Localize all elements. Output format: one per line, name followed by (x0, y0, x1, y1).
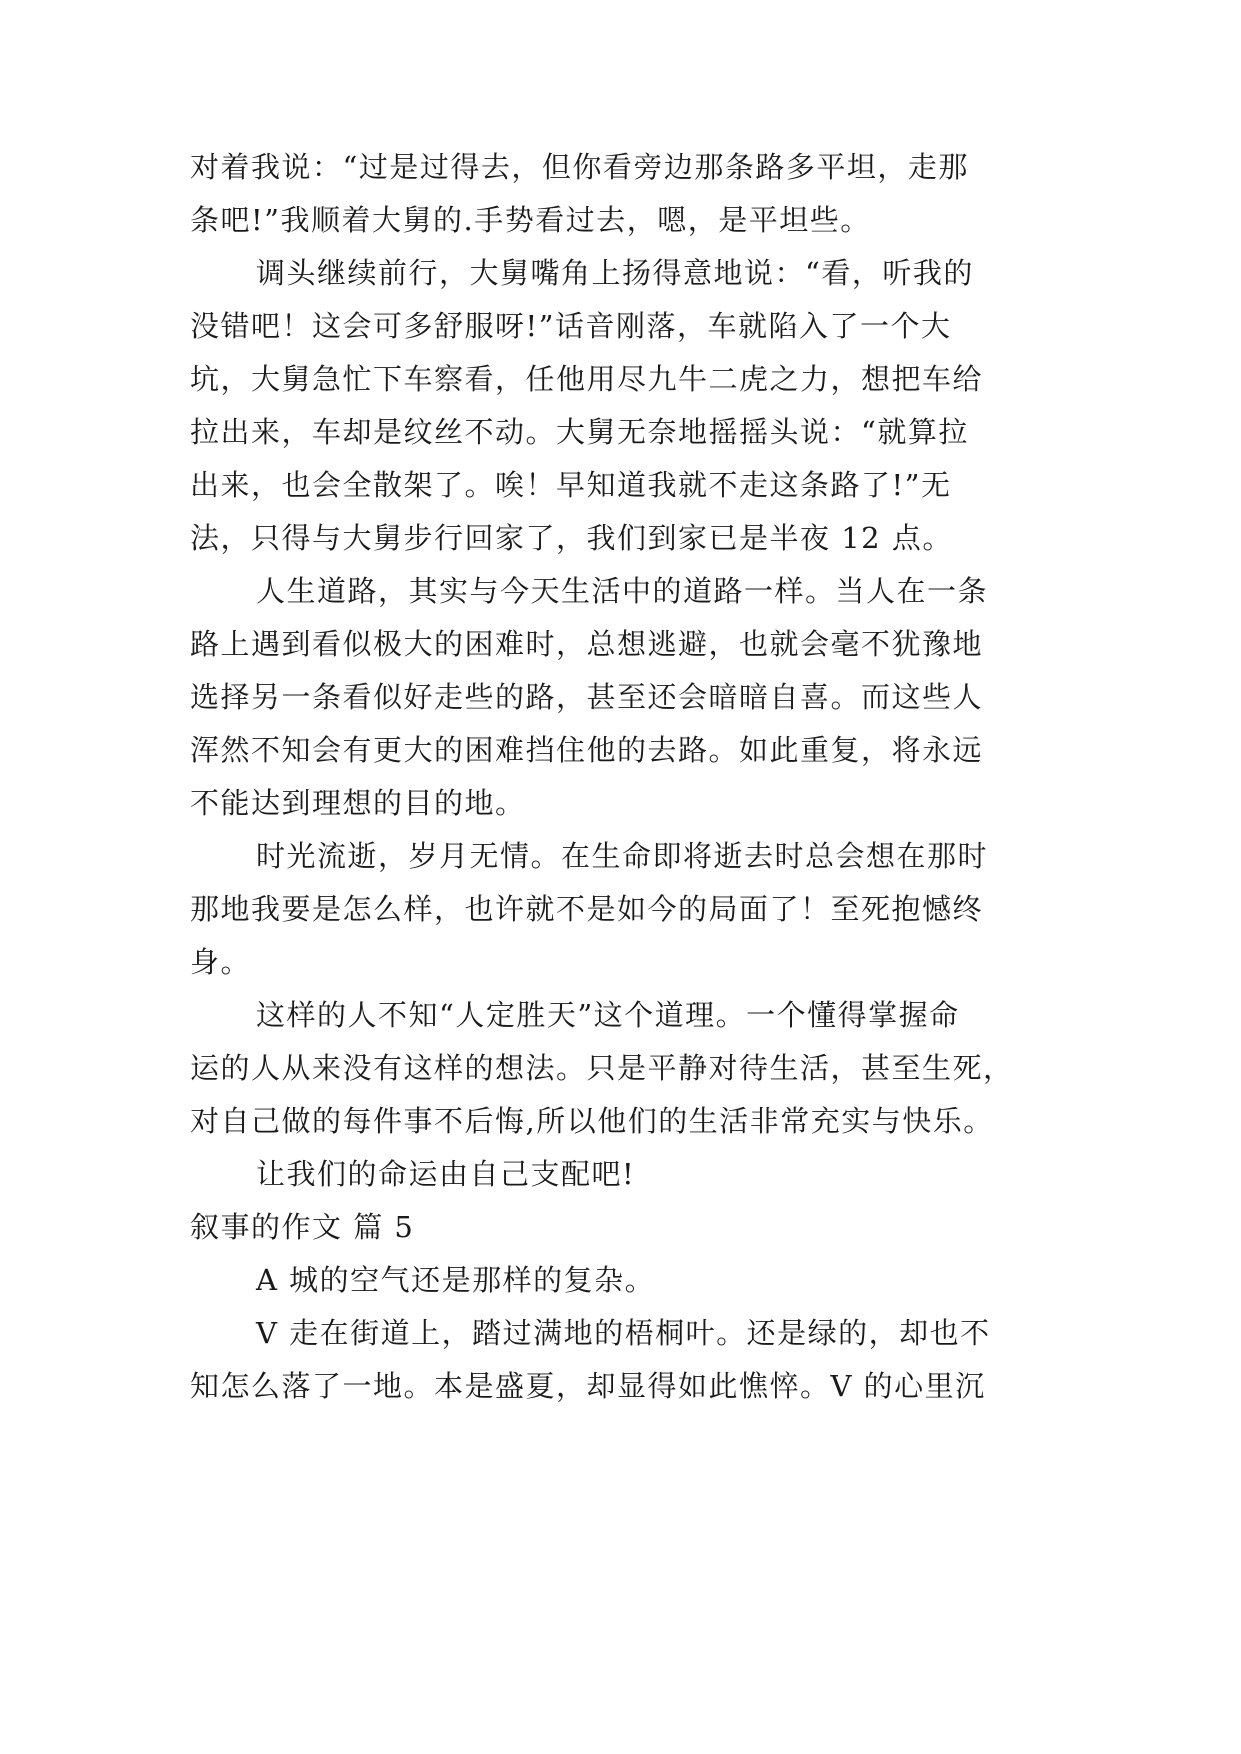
text-line: 出来，也会全散架了。唉！早知道我就不走这条路了!”无 (190, 468, 952, 502)
paragraph-start-line: 人生道路，其实与今天生活中的道路一样。当人在一条 (256, 574, 989, 608)
text-line: 浑然不知会有更大的困难挡住他的去路。如此重复，将永远 (190, 733, 984, 767)
paragraph-start-line: 这样的人不知“人定胜天”这个道理。一个懂得掌握命 (256, 998, 960, 1032)
text-line: 对自己做的每件事不后悔,所以他们的生活非常充实与快乐。 (190, 1104, 994, 1138)
text-line: 法，只得与大舅步行回家了，我们到家已是半夜 12 点。 (190, 521, 953, 555)
paragraph-start-line: A 城的空气还是那样的复杂。 (256, 1263, 656, 1297)
text-line: 拉出来，车却是纹丝不动。大舅无奈地摇摇头说：“就算拉 (190, 415, 969, 449)
text-line: 知怎么落了一地。本是盛夏，却显得如此憔悴。V 的心里沉 (190, 1369, 986, 1403)
text-line: 对着我说：“过是过得去，但你看旁边那条路多平坦，走那 (190, 150, 969, 184)
text-line: 那地我要是怎么样，也许就不是如今的局面了！至死抱憾终 (190, 892, 984, 926)
text-line: 条吧!”我顺着大舅的.手势看过去，嗯，是平坦些。 (190, 203, 871, 237)
text-line: 路上遇到看似极大的困难时，总想逃避，也就会毫不犹豫地 (190, 627, 984, 661)
text-line: 身。 (190, 945, 252, 979)
paragraph-start-line: 时光流逝，岁月无情。在生命即将逝去时总会想在那时 (256, 839, 989, 873)
paragraph-start-line: 让我们的命运由自己支配吧! (256, 1157, 636, 1191)
text-line: 运的人从来没有这样的想法。只是平静对待生活，甚至生死， (190, 1051, 1014, 1085)
section-heading: 叙事的作文 篇 5 (190, 1210, 415, 1244)
paragraph-start-line: 调头继续前行，大舅嘴角上扬得意地说：“看，听我的 (256, 256, 974, 290)
text-line: 坑，大舅急忙下车察看，任他用尽九牛二虎之力，想把车给 (190, 362, 984, 396)
text-line: 不能达到理想的目的地。 (190, 786, 526, 820)
paragraph-start-line: V 走在街道上，踏过满地的梧桐叶。还是绿的，却也不 (256, 1316, 991, 1350)
text-line: 选择另一条看似好走些的路，甚至还会暗暗自喜。而这些人 (190, 680, 984, 714)
text-line: 没错吧！这会可多舒服呀!”话音刚落，车就陷入了一个大 (190, 309, 952, 343)
